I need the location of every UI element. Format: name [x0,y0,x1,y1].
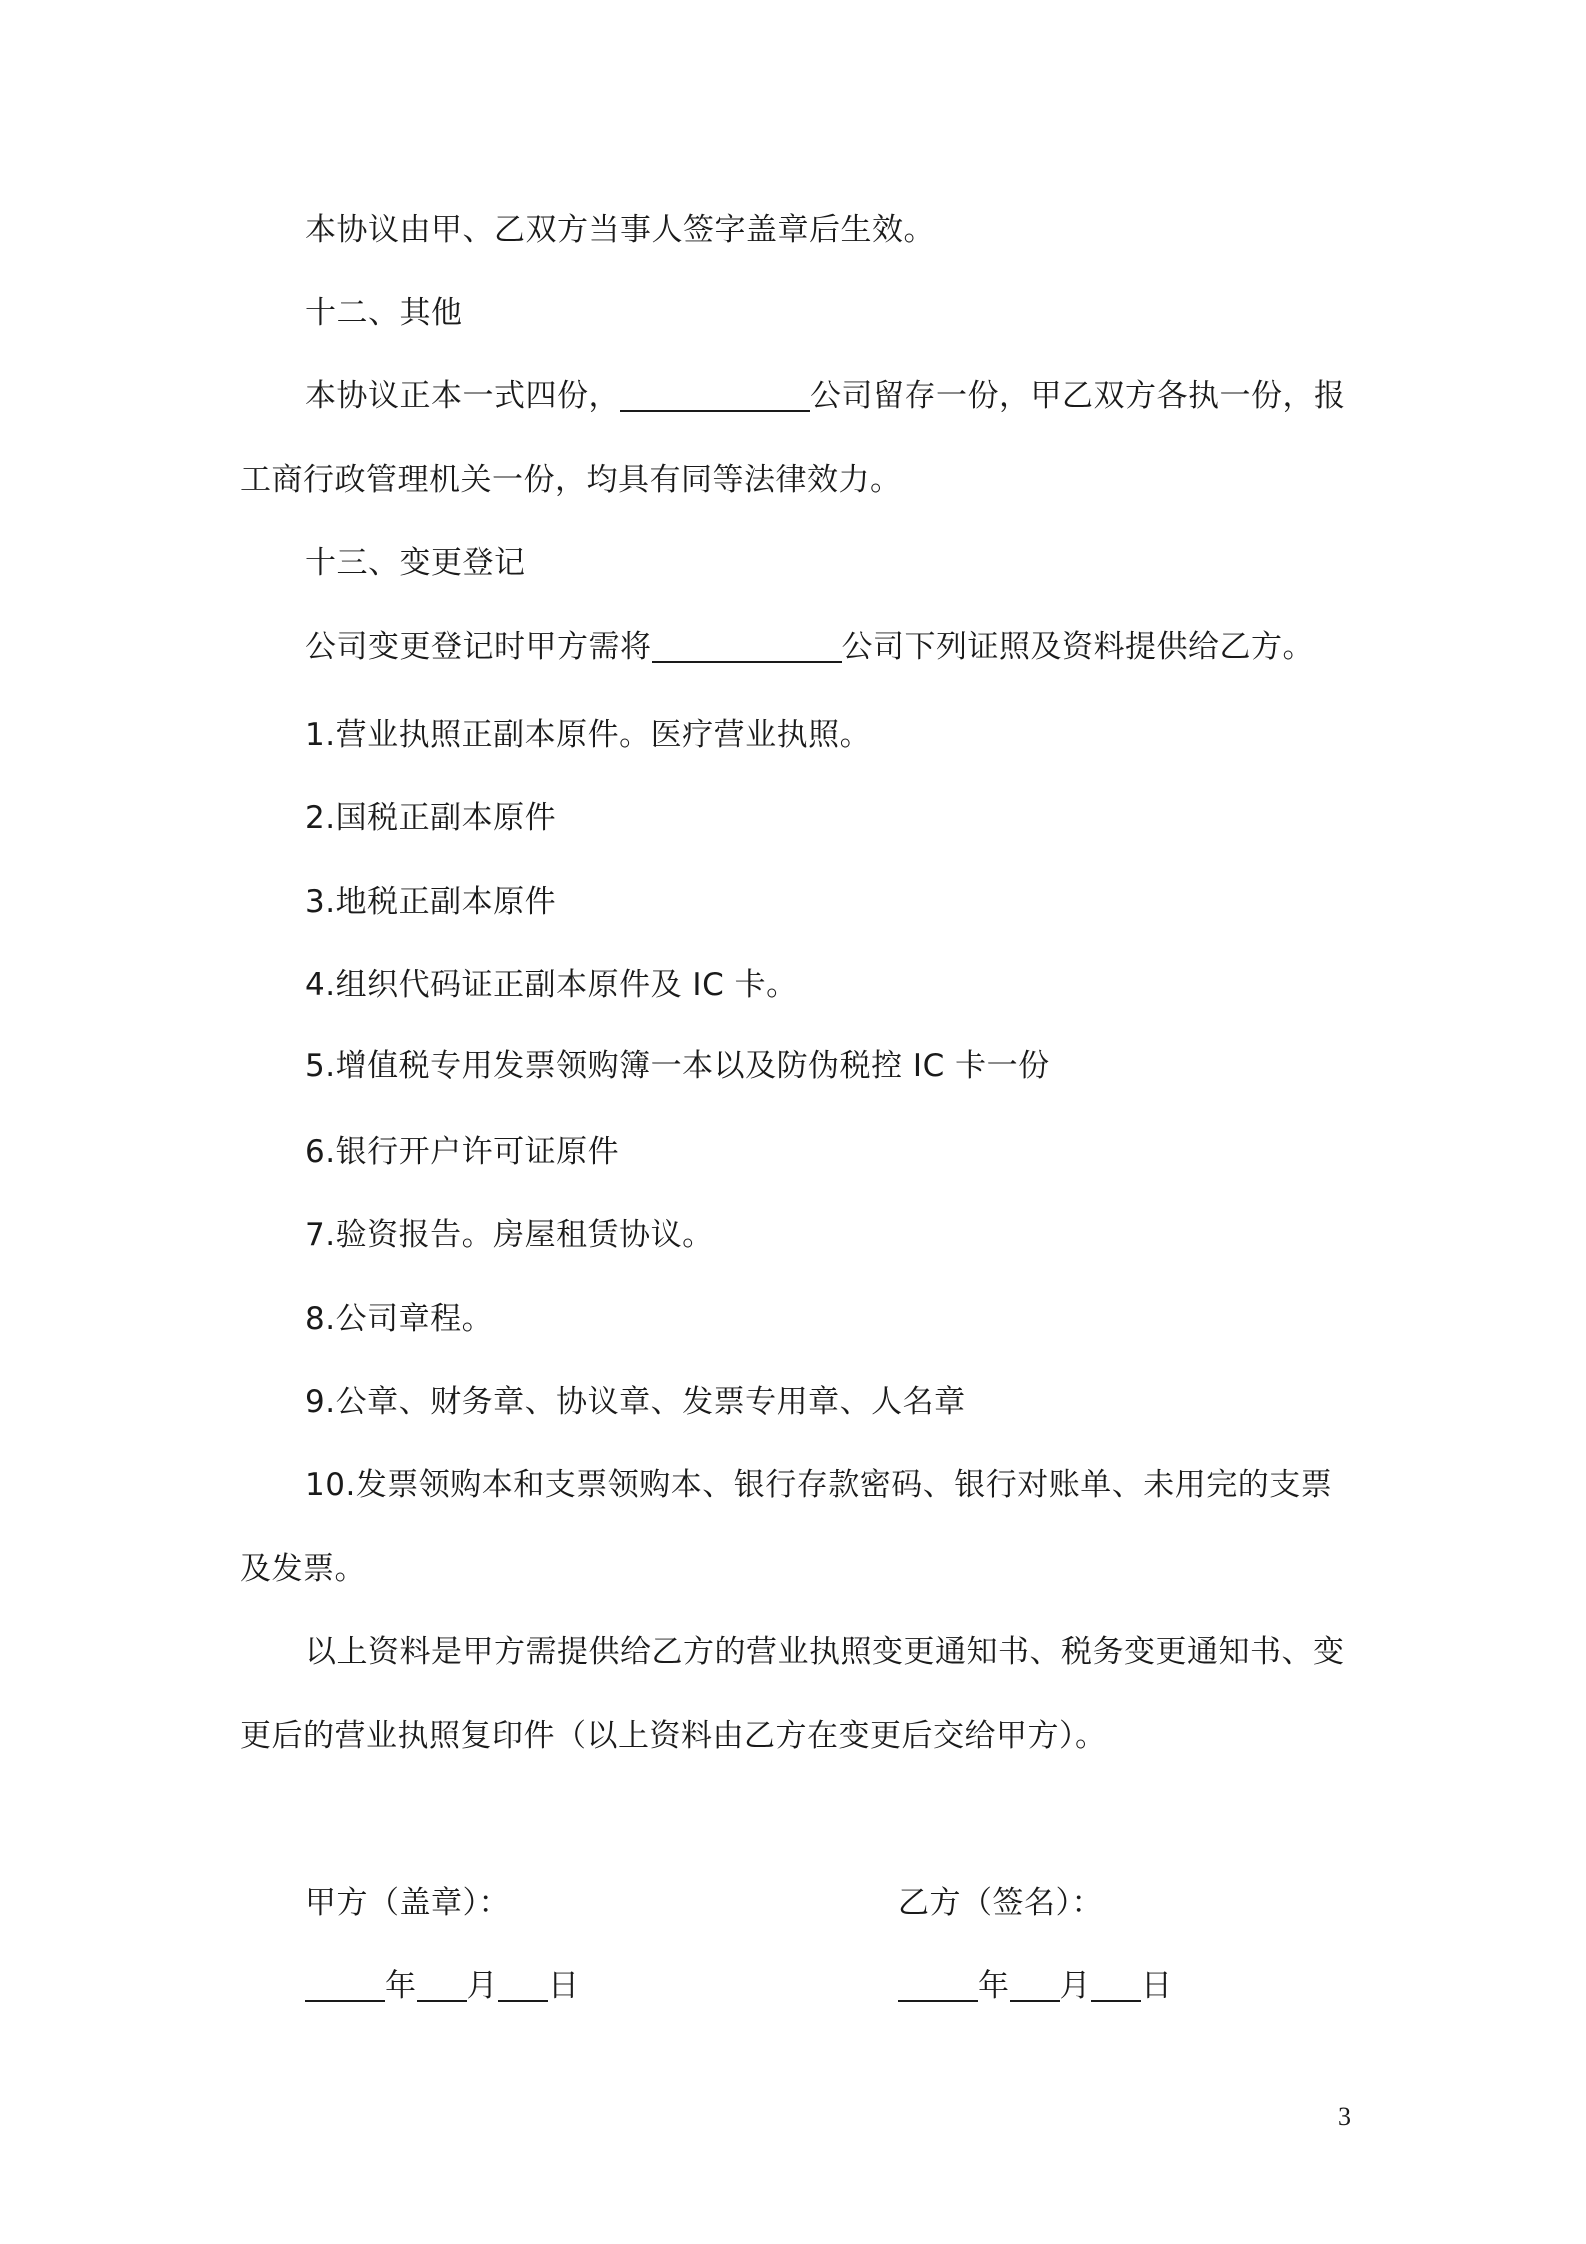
day-label: 日 [548,1968,580,2004]
list-item: 7.验资报告。房屋租赁协议。 [305,1217,714,1253]
party-b-sign-label: 乙方（签名）： [898,1885,1103,1921]
closing-line-2: 更后的营业执照复印件（以上资料由乙方在变更后交给甲方）。 [240,1718,1107,1754]
section-13-text-a: 公司变更登记时甲方需将 [305,629,652,665]
day-blank [498,1966,548,2002]
list-item: 8.公司章程。 [305,1301,494,1337]
section-12-line-1 [305,374,1346,418]
party-a-date [305,1964,580,2008]
effective-clause: 本协议由甲、乙双方当事人签字盖章后生效。 [305,212,935,248]
month-label: 月 [466,1968,498,2004]
year-label: 年 [978,1968,1010,2004]
month-label: 月 [1059,1968,1091,2004]
section-12-title: 十二、其他 [305,295,463,331]
list-item: 5.增值税专用发票领购簿一本以及防伪税控 IC 卡一份 [305,1048,1050,1084]
day-blank [1091,1966,1141,2002]
company-name-blank [620,376,810,412]
company-name-blank-2 [652,627,842,663]
year-blank [305,1966,385,2002]
party-b-date [898,1964,1173,2008]
section-12-line-2: 工商行政管理机关一份，均具有同等法律效力。 [240,462,902,498]
month-blank [417,1966,467,2002]
party-a-seal-label: 甲方（盖章）： [305,1885,510,1921]
month-blank [1010,1966,1060,2002]
closing-line-1: 以上资料是甲方需提供给乙方的营业执照变更通知书、税务变更通知书、变 [305,1634,1345,1670]
list-item: 1.营业执照正副本原件。医疗营业执照。 [305,717,872,753]
page-number: 3 [1338,2102,1351,2131]
list-item: 9.公章、财务章、协议章、发票专用章、人名章 [305,1384,966,1420]
year-blank [898,1966,978,2002]
list-item: 2.国税正副本原件 [305,800,557,836]
list-item: 4.组织代码证正副本原件及 IC 卡。 [305,967,798,1003]
section-12-text-a: 本协议正本一式四份， [305,378,620,414]
section-12-text-b: 公司留存一份，甲乙双方各执一份，报 [810,378,1346,414]
section-13-title: 十三、变更登记 [305,545,526,581]
day-label: 日 [1141,1968,1173,2004]
section-13-intro [305,625,1314,669]
list-item: 3.地税正副本原件 [305,884,557,920]
list-item: 6.银行开户许可证原件 [305,1134,620,1170]
section-13-text-b: 公司下列证照及资料提供给乙方。 [841,629,1314,665]
year-label: 年 [385,1968,417,2004]
list-item-continuation: 及发票。 [240,1551,366,1587]
list-item: 10.发票领购本和支票领购本、银行存款密码、银行对账单、未用完的支票 [305,1467,1333,1503]
